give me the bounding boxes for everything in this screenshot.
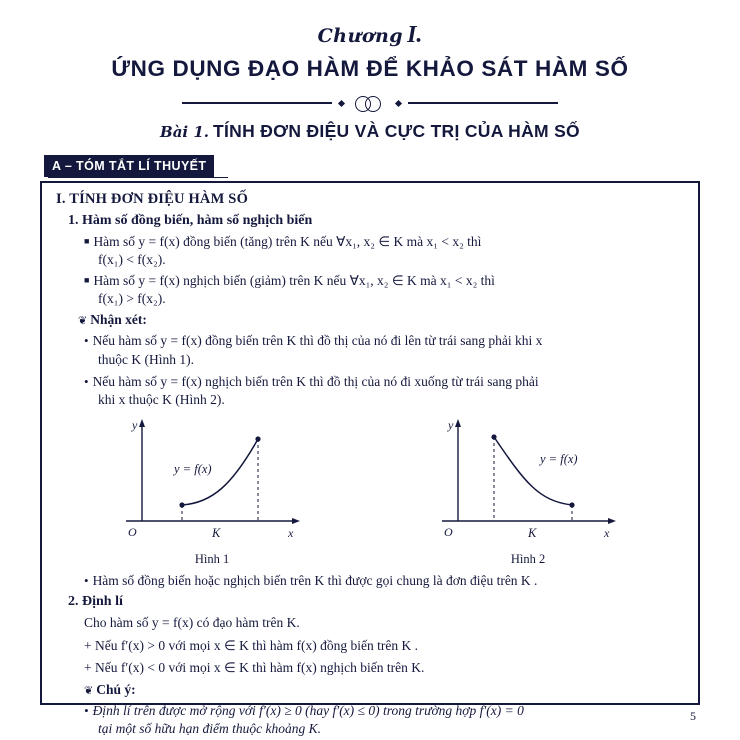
definition-line-2: + Nếu f′(x) > 0 với mọi x ∈ K thì hàm f(x) đồng biến trên K . <box>84 637 419 653</box>
item-2-heading: 2. Định lí <box>68 594 123 610</box>
svg-text:O: O <box>444 525 453 540</box>
section-tag-underline <box>48 177 228 178</box>
svg-text:K: K <box>212 526 221 541</box>
lesson-heading <box>40 121 700 142</box>
after-figures-line <box>84 573 686 589</box>
note-1 <box>84 702 686 738</box>
note-heading: Chú ý: <box>96 681 136 697</box>
remark-1-cont: thuộc K (Hình 1). <box>98 351 194 367</box>
bullet-dong-bien-cont: f(x₁) < f(x₂). <box>98 252 166 268</box>
remark-2 <box>84 373 686 409</box>
svg-text:x: x <box>288 526 294 541</box>
item-1-heading: 1. Hàm số đồng biến, hàm số nghịch biến <box>68 213 313 228</box>
bullet-nghich-bien-cont: f(x₁) > f(x₂). <box>98 291 166 307</box>
figure-2-caption: Hình 2 <box>510 552 546 567</box>
square-bullet-icon: ■ <box>84 236 90 246</box>
svg-text:y: y <box>448 418 454 433</box>
bullet-nghich-bien <box>84 272 686 290</box>
figure-2 <box>428 415 628 567</box>
after-figures-text: Hàm số đồng biến hoặc nghịch biến trên K thì được gọi chung là đơn điệu trên K . <box>92 573 538 589</box>
chapter-heading <box>40 22 700 49</box>
note-1-cont: tại một số hữu hạn điểm thuộc khoảng K. <box>98 721 321 737</box>
note-heading-row <box>84 682 686 698</box>
remark-1 <box>84 332 686 368</box>
leaf-bullet-icon: ❦ <box>78 314 88 328</box>
divider-bar-left <box>182 102 332 104</box>
svg-text:x: x <box>604 526 610 541</box>
square-bullet-icon: ■ <box>84 275 90 286</box>
remark-heading-row <box>78 312 686 328</box>
bullet-dong-bien-text: Hàm số y = f(x) đồng biến (tăng) trên K nếu ∀x₁, x₂ ∈ K mà x₁ < x₂ thì <box>93 234 482 249</box>
remark-2-text: Nếu hàm số y = f(x) nghịch biến trên K thì đồ thị của nó đi xuống từ trái sang phải <box>92 373 539 389</box>
ornament-divider <box>40 94 700 112</box>
page-number: 5 <box>690 709 696 723</box>
svg-text:K: K <box>528 526 537 541</box>
note-1-text: Định lí trên được mở rộng với f′(x) ≥ 0 (hay f′(x) ≤ 0) trong trường hợp f′(x) = 0 <box>92 702 524 718</box>
svg-text:y = f(x): y = f(x) <box>174 462 212 477</box>
definition-line-3: + Nếu f′(x) < 0 với mọi x ∈ K thì hàm f(x) nghịch biến trên K. <box>84 659 425 675</box>
svg-text:y: y <box>132 418 138 433</box>
divider-bar-right <box>408 102 558 104</box>
figure-1 <box>112 415 312 567</box>
figure-2-graph <box>428 415 628 545</box>
chapter-title: ỨNG DỤNG ĐẠO HÀM ĐỂ KHẢO SÁT HÀM SỐ <box>111 56 629 81</box>
divider-rings-icon <box>353 95 387 111</box>
round-bullet-icon: • <box>84 373 89 389</box>
figures-row <box>54 415 686 567</box>
divider-diamond-right <box>395 99 402 106</box>
round-bullet-icon: • <box>84 333 89 349</box>
figure-1-caption: Hình 1 <box>194 552 230 567</box>
theory-box <box>40 181 700 737</box>
definition-line-1: Cho hàm số y = f(x) có đạo hàm trên K. <box>84 615 300 631</box>
round-bullet-icon: • <box>84 573 89 589</box>
figure-1-graph <box>112 415 312 545</box>
section-tag: A – TÓM TẮT LÍ THUYẾT <box>44 155 214 177</box>
divider-diamond-left <box>338 99 345 106</box>
svg-text:O: O <box>128 525 137 540</box>
lesson-title: TÍNH ĐƠN ĐIỆU VÀ CỰC TRỊ CỦA HÀM SỐ <box>213 121 580 141</box>
part-1-heading: I. TÍNH ĐƠN ĐIỆU HÀM SỐ <box>56 191 249 207</box>
chapter-word: Chương <box>317 25 404 47</box>
remark-1-text: Nếu hàm số y = f(x) đồng biến trên K thì đồ thị của nó đi lên từ trái sang phải khi x <box>92 333 543 349</box>
bullet-dong-bien <box>84 233 686 251</box>
remark-2-cont: khi x thuộc K (Hình 2). <box>98 392 225 408</box>
svg-text:y = f(x): y = f(x) <box>540 452 578 467</box>
lesson-word: Bài 1. <box>160 123 210 141</box>
chapter-number: I. <box>407 22 423 48</box>
round-bullet-icon: • <box>84 702 89 718</box>
leaf-bullet-icon: ❦ <box>84 683 94 697</box>
section-tag-row <box>40 155 700 178</box>
bullet-nghich-bien-text: Hàm số y = f(x) nghịch biến (giảm) trên K nếu ∀x₁, x₂ ∈ K mà x₁ < x₂ thì <box>93 273 495 289</box>
remark-heading: Nhận xét: <box>90 312 147 328</box>
